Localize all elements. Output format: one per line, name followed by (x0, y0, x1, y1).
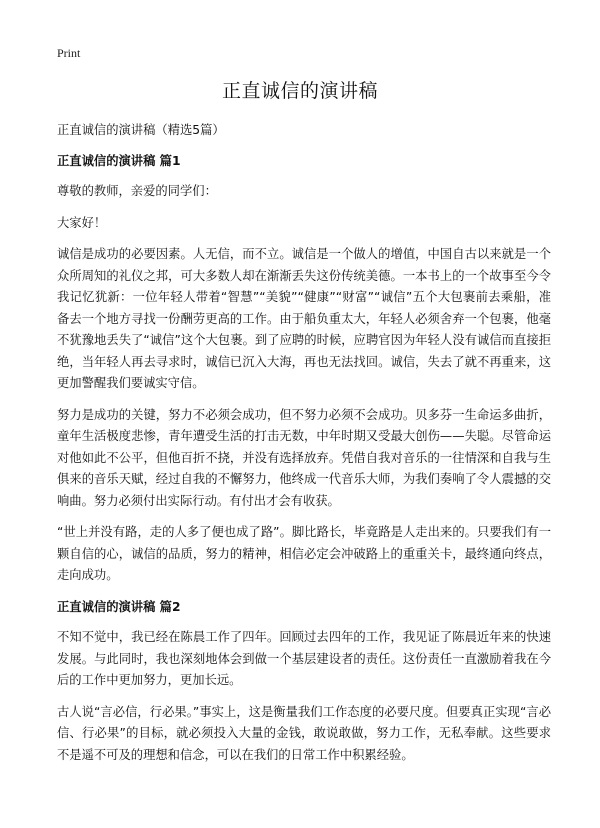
section-heading-2: 正直诚信的演讲稿 篇2 (57, 599, 181, 614)
document-title: 正直诚信的演讲稿 (221, 80, 378, 102)
print-link[interactable]: Print (57, 46, 81, 60)
paragraph: 尊敬的教师，亲爱的同学们： (57, 184, 217, 198)
paragraph: “世上并没有路，走的人多了便也成了路”。脚比路长，毕竟路是人走出来的。只要我们有一颗自信的心，诚信的品质，努力的精神，相信必定会冲破路上的重重关卡，最终通向终点，走向成功。 (57, 525, 551, 582)
paragraph: 诚信是成功的必要因素。人无信，而不立。诚信是一个做人的增值，中国自古以来就是一个众所周知的礼仪之邦，可大多数人却在渐渐丢失这份传统美德。一本书上的一个故事至今令我记忆犹新：一位年轻人带着“智慧”“美貌”“健康”“财富”“诚信”五个大包裹前去乘船，准备去一个地方寻找一份酬劳更高的工作。由于船负重太大，年轻人必须舍弃一个包裹，他毫不犹豫地丢失了“诚信”这个大包裹。到了应聘的时候，应聘官因为年轻人没有诚信而直接拒绝，当年轻人再去寻求时，诚信已沉入大海，再也无法找回。诚信，失去了就不再重来，这更加警醒我们要诚实守信。 (57, 247, 551, 390)
paragraph: 古人说“言必信，行必果。”事实上，这是衡量我们工作态度的必要尺度。但要真正实现“言必信、行必果”的目标，就必须投入大量的金钱，敢说敢做，努力工作，无私奉献。这些要求不是遥不可及的理想和信念，可以在我们的日常工作中积累经验。 (57, 704, 551, 762)
section-heading-1: 正直诚信的演讲稿 篇1 (57, 153, 181, 168)
paragraph: 努力是成功的关键，努力不必须会成功，但不努力必须不会成功。贝多芬一生命运多曲折，童年生活极度悲惨，青年遭受生活的打击无数，中年时期又受最大创伤——失聪。尽管命运对他如此不公平，但他百折不挠，并没有选择放弃。凭借自我对音乐的一往情深和自我与生俱来的音乐天赋，经过自我的不懈努力，他终成一代音乐大师，为我们奏响了令人震撼的交响曲。努力必须付出实际行动。有付出才会有收获。 (57, 407, 551, 508)
document-body (57, 120, 551, 776)
paragraph: 不知不觉中，我已经在陈晨工作了四年。回顾过去四年的工作，我见证了陈晨近年来的快速发展。与此同时，我也深刻地体会到做一个基层建设者的责任。这份责任一直激励着我在今后的工作中更加努力，更加长远。 (57, 630, 551, 687)
paragraph: 大家好！ (57, 215, 107, 230)
document-subtitle: 正直诚信的演讲稿（精选5篇） (57, 123, 225, 137)
